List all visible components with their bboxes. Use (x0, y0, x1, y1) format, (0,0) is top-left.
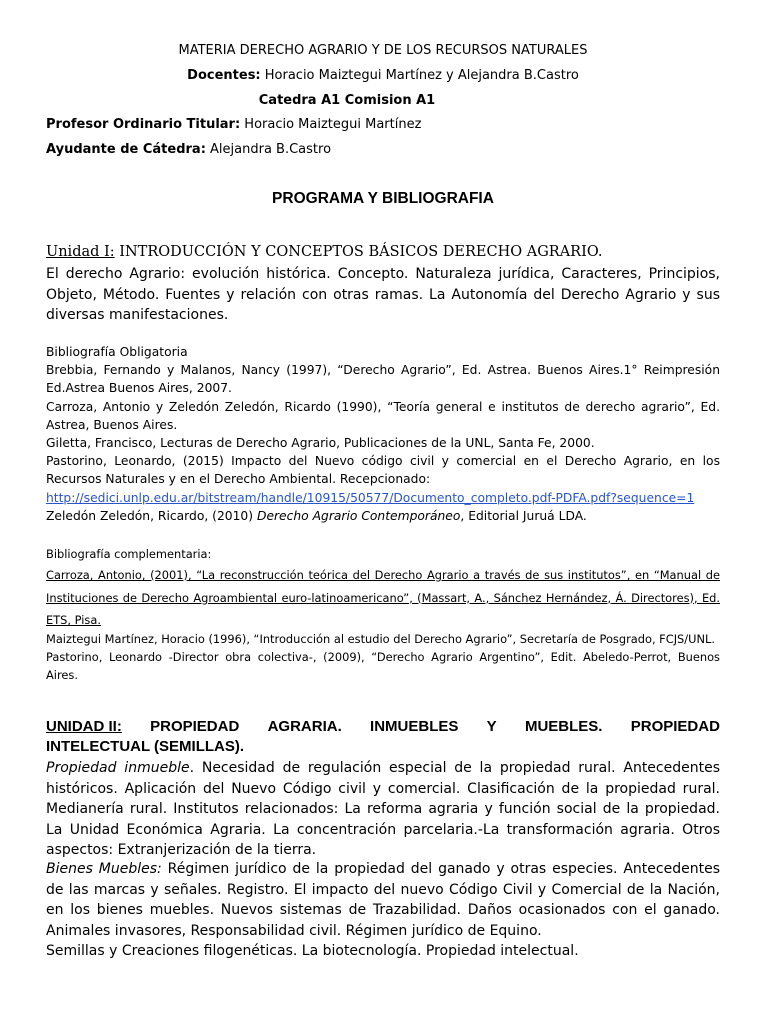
unit1-body: El derecho Agrario: evolución histórica. Concepto. Naturaleza jurídica, Caracteres, Principios, Objeto, Método. Fuentes y relación con otras ramas. La Autonomía del Derecho Agrario y sus diversas manifestaciones. (46, 266, 720, 323)
unit2-word: Y (486, 718, 497, 735)
page-title: PROGRAMA Y BIBLIOGRAFIA (272, 190, 494, 207)
ayudante-value: Alejandra B.Castro (205, 142, 332, 157)
biblio-entry-zeledon (46, 507, 720, 525)
profesor-line (46, 117, 421, 132)
catedra-line: Catedra A1 Comision A1 (258, 93, 436, 108)
zeledon-title: Derecho Agrario Contemporáneo (256, 508, 461, 523)
unit2-muebles (46, 859, 720, 941)
unit2-heading (46, 717, 720, 757)
unit2-word: INMUEBLES (370, 718, 459, 735)
inmueble-body: . Necesidad de regulación especial de la propiedad rural. Antecedentes históricos. Aplicación del Nuevo Código civil y comercial. Clasificación de la propiedad rural. Medianería rural. Institutos relacionados: La reforma agraria y función social de la propiedad. La Unidad Económica Agraria. La concentración parcelaria.-La transformación agraria. Otros aspectos: Extranjerización de la tierra. (46, 760, 721, 858)
zeledon-publisher: , Editorial Juruá LDA. (460, 508, 587, 523)
docentes-line (46, 68, 720, 83)
unit2-semillas: Semillas y Creaciones filogenéticas. La biotecnología. Propiedad intelectual. (46, 943, 579, 959)
unit1-biblio-obligatoria (46, 343, 720, 525)
unit2-label: UNIDAD II: (46, 718, 122, 735)
biblio-obligatoria-label: Bibliografía Obligatoria (46, 345, 188, 359)
biblio-entry-pastorino-2009: Pastorino, Leonardo -Director obra colectiva-, (2009), “Derecho Agrario Argentino”, Edit. Abeledo-Perrot, Buenos Aires. (46, 650, 720, 682)
materia-title: MATERIA DERECHO AGRARIO Y DE LOS RECURSOS NATURALES (178, 43, 588, 58)
docentes-value: Horacio Maiztegui Martínez y Alejandra B.Castro (260, 68, 579, 83)
unit1-heading (46, 244, 602, 260)
biblio-entry-giletta: Giletta, Francisco, Lecturas de Derecho Agrario, Publicaciones de la UNL, Santa Fe, 2000. (46, 436, 595, 451)
biblio-entry-pastorino: Pastorino, Leonardo, (2015) Impacto del Nuevo código civil y comercial en el Derecho Agrario, en los Recursos Naturales y en el Derecho Ambiental. Recepcionado: (46, 454, 720, 487)
biblio-entry-carroza: Carroza, Antonio y Zeledón Zeledón, Ricardo (1990), “Teoría general e institutos de derecho agrario”, Ed. Astrea, Buenos Aires. (46, 399, 720, 432)
unit2-word: AGRARIA. (267, 718, 342, 735)
unit2-heading-line2: INTELECTUAL (SEMILLAS). (46, 738, 245, 755)
biblio-entry-maiztegui: Maiztegui Martínez, Horacio (1996), “Introducción al estudio del Derecho Agrario”, Secretaría de Posgrado, FCJS/UNL. (46, 632, 715, 646)
inmueble-label: Propiedad inmueble (46, 760, 190, 776)
unit2-inmueble (46, 758, 720, 861)
muebles-label: Bienes Muebles: (46, 861, 162, 877)
muebles-body: Régimen jurídico de la propiedad del ganado y otras especies. Antecedentes de las marcas y señales. Registro. El impacto del nuevo Código Civil y Comercial de la Nación, en los bienes muebles. Nuevos sistemas de Trazabilidad. Daños ocasionados con el ganado. Animales invasores, Responsabilidad civil. Régimen jurídico de Equino. (46, 861, 720, 939)
biblio-complementaria-label: Bibliografía complementaria: (46, 547, 212, 561)
unit2-word: MUEBLES. (524, 718, 603, 735)
ayudante-line (46, 142, 331, 157)
biblio-entry-carroza-2001: Carroza, Antonio, (2001), “La reconstrucción teórica del Derecho Agrario a través de sus institutos”, en “Manual de Instituciones de Derecho Agroambiental euro-latinoamericano”, (Massart, A., Sánchez Hernández, Á. Directores), Ed. ETS, Pisa. (46, 568, 720, 627)
docentes-label: Docentes: (187, 68, 261, 83)
biblio-entry-brebbia: Brebbia, Fernando y Malanos, Nancy (1997), “Derecho Agrario”, Ed. Astrea. Buenos Aires.1° Reimpresión Ed.Astrea Buenos Aires, 2007. (46, 363, 720, 396)
zeledon-author: Zeledón Zeledón, Ricardo, (2010) (46, 508, 257, 523)
unit1-label: Unidad I: (46, 244, 115, 260)
sedici-link[interactable]: http://sedici.unlp.edu.ar/bitstream/handle/10915/50577/Documento_completo.pdf-PDFA.pdf?sequence=1 (46, 490, 695, 505)
ayudante-label: Ayudante de Cátedra: (46, 142, 206, 157)
unit2-word: PROPIEDAD (150, 718, 240, 735)
unit1-heading-text: INTRODUCCIÓN Y CONCEPTOS BÁSICOS DERECHO AGRARIO. (114, 244, 603, 260)
biblio-complementaria-rest (46, 630, 720, 684)
profesor-value: Horacio Maiztegui Martínez (240, 117, 422, 132)
unit2-word: PROPIEDAD (630, 718, 720, 735)
profesor-label: Profesor Ordinario Titular: (46, 117, 241, 132)
